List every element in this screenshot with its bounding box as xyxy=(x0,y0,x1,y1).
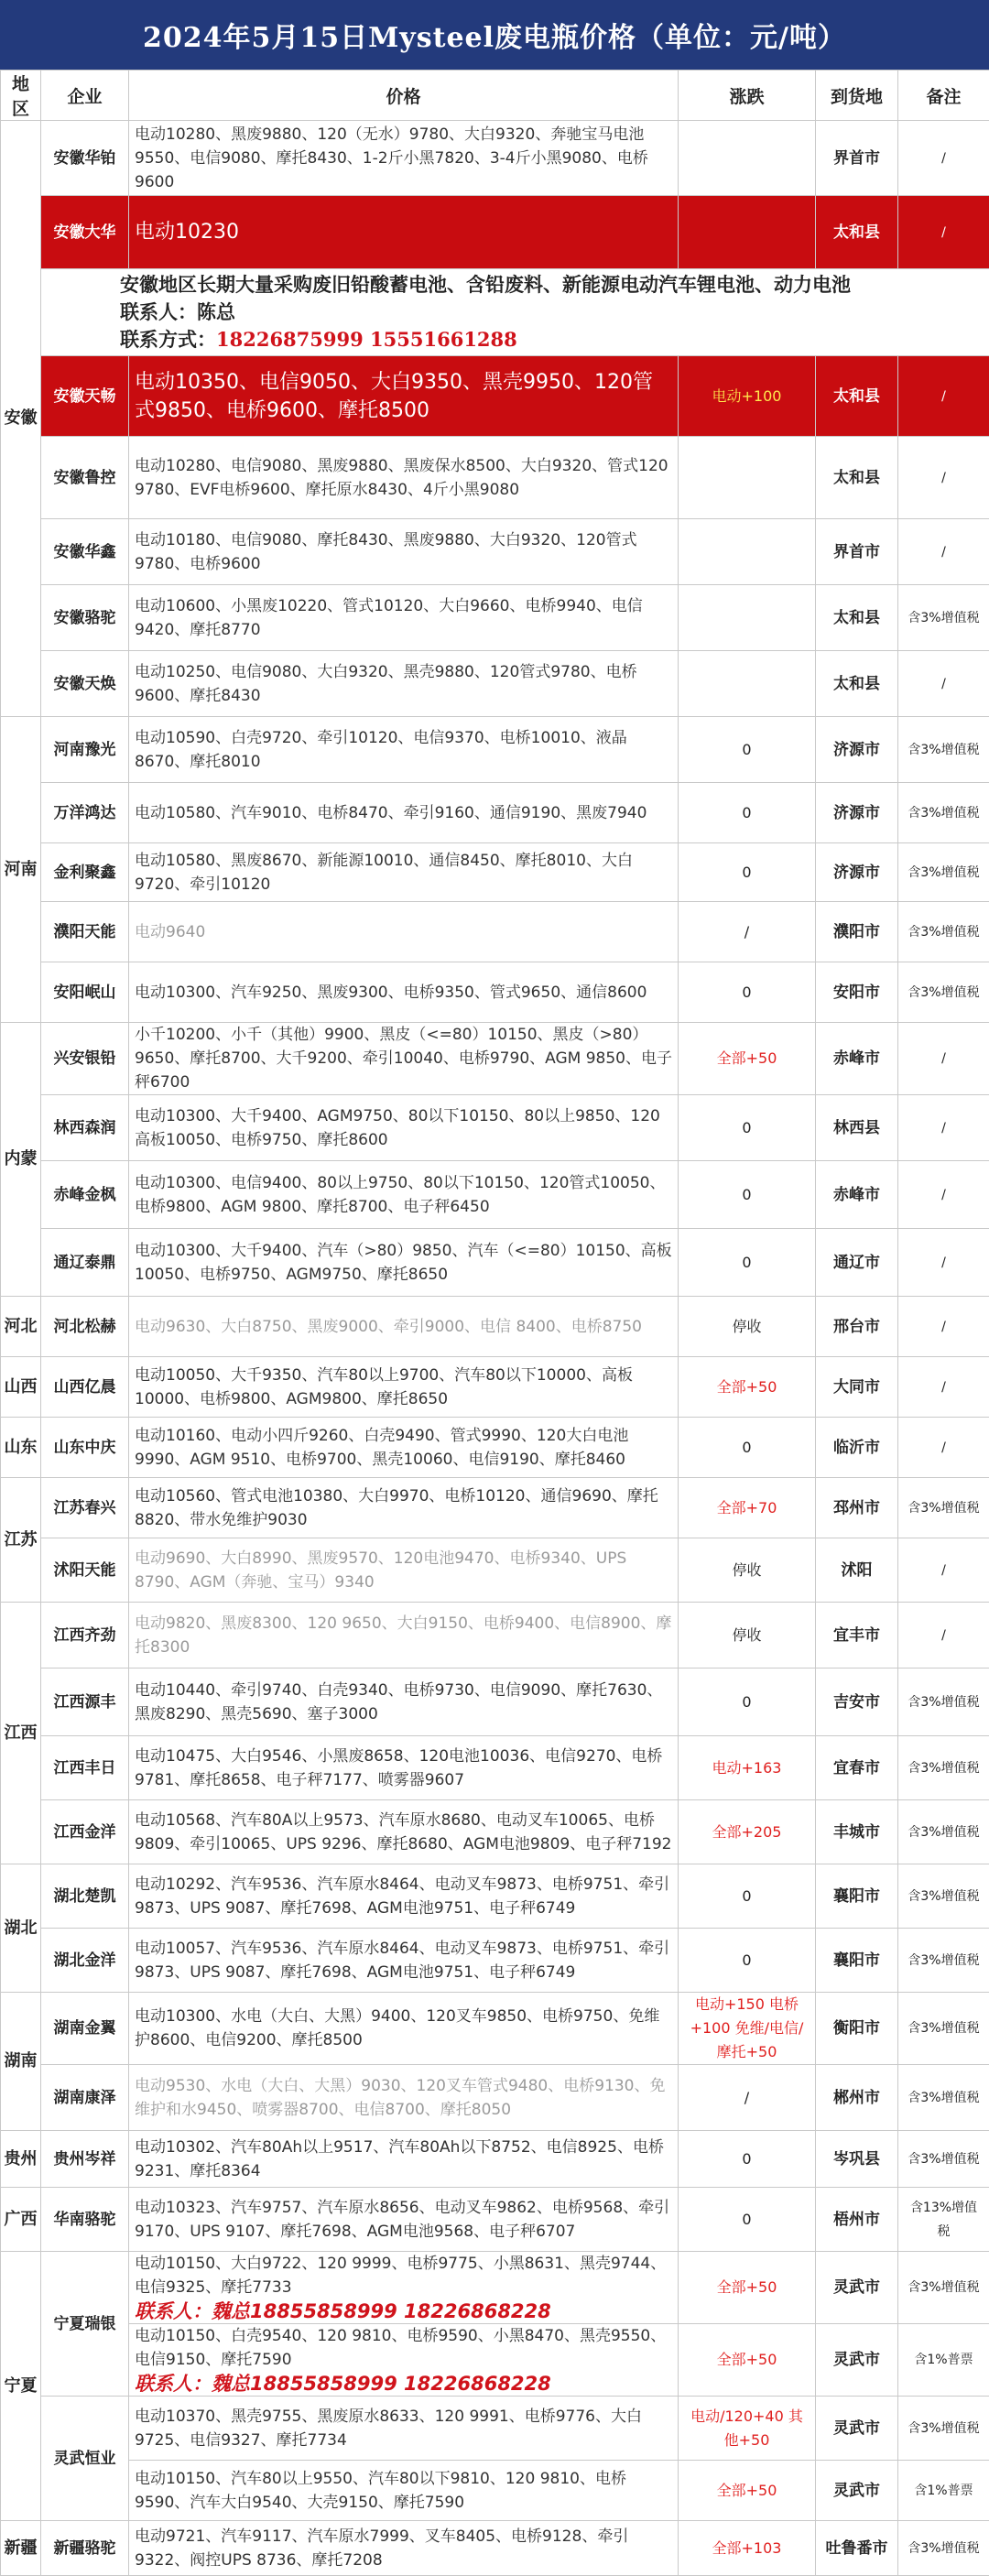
note: 含1%普票 xyxy=(898,2324,989,2397)
price-list xyxy=(129,2521,679,2576)
table-row xyxy=(1,2065,989,2131)
note: 含3%增值税 xyxy=(898,843,989,902)
ad-banner xyxy=(41,269,989,356)
region-cell: 内蒙 xyxy=(1,1023,41,1297)
company-name: 河北松赫 xyxy=(41,1297,129,1357)
destination: 通辽市 xyxy=(816,1229,898,1297)
company-name: 江苏春兴 xyxy=(41,1478,129,1538)
table-row xyxy=(1,2252,989,2324)
note: 含3%增值税 xyxy=(898,1668,989,1736)
destination: 沭阳 xyxy=(816,1538,898,1603)
price-change xyxy=(679,519,816,585)
company-name: 华南骆驼 xyxy=(41,2188,129,2252)
price-list xyxy=(129,1800,679,1864)
price-change: 停收 xyxy=(679,1538,816,1603)
price-change: 0 xyxy=(679,1668,816,1736)
price-text: 电动10350、电信9050、大白9350、黑壳9950、120管式9850、电桥9600、摩托8500 xyxy=(135,371,653,422)
price-text: 电动10300、水电（大白、大黑）9400、120叉车9850、电桥9750、免维护8600、电信9200、摩托8500 xyxy=(135,2007,659,2049)
price-change: 0 xyxy=(679,1229,816,1297)
price-change: 全部+50 xyxy=(679,2461,816,2521)
contact-line: 联系人：魏总18855858999 18226868228 xyxy=(135,2372,672,2396)
price-text: 电动10302、汽车80Ah以上9517、汽车80Ah以下8752、电信8925、电桥9231、摩托8364 xyxy=(135,2138,664,2180)
destination: 太和县 xyxy=(816,585,898,651)
ad-line-2: 联系人：陈总 xyxy=(47,299,984,326)
table-row xyxy=(1,843,989,902)
note: 含3%增值税 xyxy=(898,2252,989,2324)
company-name: 山西亿晨 xyxy=(41,1357,129,1418)
price-list xyxy=(129,1095,679,1161)
destination: 太和县 xyxy=(816,651,898,717)
note: 含3%增值税 xyxy=(898,962,989,1023)
price-change: 电动+150 电桥+100 免维/电信/摩托+50 xyxy=(679,1993,816,2065)
price-change: 0 xyxy=(679,1929,816,1993)
table-row xyxy=(1,356,989,437)
note: / xyxy=(898,519,989,585)
price-list xyxy=(129,843,679,902)
note: 含3%增值税 xyxy=(898,783,989,843)
note: / xyxy=(898,1023,989,1095)
destination: 邢台市 xyxy=(816,1297,898,1357)
note: / xyxy=(898,356,989,437)
price-text: 电动10300、电信9400、80以上9750、80以下10150、120管式10050、电桥9800、AGM 9800、摩托8700、电子秤6450 xyxy=(135,1174,665,1216)
table-row xyxy=(1,902,989,962)
price-list xyxy=(129,356,679,437)
note: / xyxy=(898,1297,989,1357)
price-change: 0 xyxy=(679,1418,816,1478)
region-cell: 江西 xyxy=(1,1603,41,1864)
company-name: 江西丰日 xyxy=(41,1736,129,1800)
price-change: 全部+50 xyxy=(679,1357,816,1418)
table-row xyxy=(1,1229,989,1297)
price-change: 全部+50 xyxy=(679,2324,816,2397)
company-name: 湖南金翼 xyxy=(41,1993,129,2065)
price-change: / xyxy=(679,2065,816,2131)
note: 含3%增值税 xyxy=(898,2065,989,2131)
price-change: 停收 xyxy=(679,1603,816,1668)
company-name: 宁夏瑞银 xyxy=(41,2252,129,2397)
price-text: 电动9530、水电（大白、大黑）9030、120叉车管式9480、电桥9130、免维护和水9450、喷雾器8700、电信8700、摩托8050 xyxy=(135,2077,666,2119)
note: / xyxy=(898,121,989,196)
ad-line-1: 安徽地区长期大量采购废旧铅酸蓄电池、含铅废料、新能源电动汽车锂电池、动力电池 xyxy=(47,271,984,299)
price-list xyxy=(129,2188,679,2252)
company-name: 山东中庆 xyxy=(41,1418,129,1478)
table-header-row xyxy=(1,71,989,121)
destination: 岑巩县 xyxy=(816,2131,898,2188)
price-text: 电动10150、大白9722、120 9999、电桥9775、小黑8631、黑壳9744、电信9325、摩托7733 xyxy=(135,2255,666,2297)
destination: 吐鲁番市 xyxy=(816,2521,898,2576)
table-row xyxy=(1,2461,989,2521)
price-text: 电动10160、电动小四斤9260、白壳9490、管式9990、120大白电池9990、AGM 9510、电桥9700、黑壳10060、电信9190、摩托8460 xyxy=(135,1427,628,1469)
price-text: 电动10600、小黑废10220、管式10120、大白9660、电桥9940、电信9420、摩托8770 xyxy=(135,597,643,639)
price-list xyxy=(129,585,679,651)
region-cell: 广西 xyxy=(1,2188,41,2252)
note: / xyxy=(898,1095,989,1161)
note: 含3%增值税 xyxy=(898,1478,989,1538)
price-change: / xyxy=(679,902,816,962)
table-row xyxy=(1,1603,989,1668)
destination: 濮阳市 xyxy=(816,902,898,962)
price-list xyxy=(129,1357,679,1418)
price-list xyxy=(129,2397,679,2461)
price-change: 0 xyxy=(679,843,816,902)
price-text: 电动10300、大千9400、汽车（>80）9850、汽车（<=80）10150、高板10050、电桥9750、AGM9750、摩托8650 xyxy=(135,1242,672,1284)
note: 含3%增值税 xyxy=(898,1800,989,1864)
company-name: 万洋鸿达 xyxy=(41,783,129,843)
destination: 灵武市 xyxy=(816,2461,898,2521)
price-text: 电动10580、汽车9010、电桥8470、牵引9160、通信9190、黑废7940 xyxy=(135,804,647,822)
region-cell: 新疆 xyxy=(1,2521,41,2576)
region-cell: 安徽 xyxy=(1,121,41,717)
destination: 丰城市 xyxy=(816,1800,898,1864)
price-list xyxy=(129,717,679,783)
price-list xyxy=(129,1993,679,2065)
region-cell: 贵州 xyxy=(1,2131,41,2188)
header-price: 价格 xyxy=(129,71,679,121)
region-cell: 湖北 xyxy=(1,1864,41,1993)
destination: 吉安市 xyxy=(816,1668,898,1736)
price-list xyxy=(129,1418,679,1478)
price-text: 电动9820、黑废8300、120 9650、大白9150、电桥9400、电信8900、摩托8300 xyxy=(135,1614,671,1657)
note: / xyxy=(898,196,989,269)
price-list xyxy=(129,196,679,269)
note: / xyxy=(898,1229,989,1297)
price-list xyxy=(129,1736,679,1800)
price-list xyxy=(129,1929,679,1993)
price-text: 电动10300、大千9400、AGM9750、80以下10150、80以上9850、120高板10050、电桥9750、摩托8600 xyxy=(135,1107,660,1149)
table-row xyxy=(1,1929,989,1993)
price-text: 电动9721、汽车9117、汽车原水7999、叉车8405、电桥9128、牵引9322、阀控UPS 8736、摩托7208 xyxy=(135,2527,628,2570)
company-name: 贵州岑祥 xyxy=(41,2131,129,2188)
table-row xyxy=(1,196,989,269)
price-change: 0 xyxy=(679,783,816,843)
price-change: 0 xyxy=(679,1095,816,1161)
price-list xyxy=(129,1161,679,1229)
price-change: 全部+50 xyxy=(679,2252,816,2324)
ad-line-3 xyxy=(47,326,984,353)
destination: 界首市 xyxy=(816,519,898,585)
company-name: 江西源丰 xyxy=(41,1668,129,1736)
table-row xyxy=(1,2397,989,2461)
price-text: 电动10580、黑废8670、新能源10010、通信8450、摩托8010、大白9720、牵引10120 xyxy=(135,852,633,894)
company-name: 赤峰金枫 xyxy=(41,1161,129,1229)
note: / xyxy=(898,1418,989,1478)
destination: 济源市 xyxy=(816,843,898,902)
destination: 林西县 xyxy=(816,1095,898,1161)
destination: 界首市 xyxy=(816,121,898,196)
note: / xyxy=(898,1161,989,1229)
note: / xyxy=(898,1538,989,1603)
table-row xyxy=(1,651,989,717)
price-change: 电动+100 xyxy=(679,356,816,437)
note: / xyxy=(898,1357,989,1418)
table-row xyxy=(1,1993,989,2065)
price-list xyxy=(129,651,679,717)
destination: 襄阳市 xyxy=(816,1929,898,1993)
price-change: 全部+70 xyxy=(679,1478,816,1538)
price-list xyxy=(129,1478,679,1538)
price-list xyxy=(129,962,679,1023)
table-row xyxy=(1,2188,989,2252)
note: 含3%增值税 xyxy=(898,1929,989,1993)
table-row xyxy=(1,1418,989,1478)
table-row xyxy=(1,585,989,651)
table-row xyxy=(1,1864,989,1929)
destination: 衡阳市 xyxy=(816,1993,898,2065)
table-row xyxy=(1,1478,989,1538)
note: 含3%增值税 xyxy=(898,1736,989,1800)
price-text: 电动9690、大白8990、黑废9570、120电池9470、电桥9340、UPS 8790、AGM（奔驰、宝马）9340 xyxy=(135,1549,626,1592)
destination: 宜春市 xyxy=(816,1736,898,1800)
company-name: 灵武恒业 xyxy=(41,2397,129,2521)
company-name: 新疆骆驼 xyxy=(41,2521,129,2576)
destination: 临沂市 xyxy=(816,1418,898,1478)
table-row xyxy=(1,1095,989,1161)
price-change xyxy=(679,437,816,519)
table-row xyxy=(1,121,989,196)
price-change xyxy=(679,121,816,196)
price-text: 小千10200、小千（其他）9900、黑皮（<=80）10150、黑皮（>80）9650、摩托8700、大千9200、牵引10040、电桥9790、AGM 9850、电子秤6700 xyxy=(135,1026,672,1092)
price-text: 电动10560、管式电池10380、大白9970、电桥10120、通信9690、摩托8820、带水免维护9030 xyxy=(135,1487,658,1529)
price-list xyxy=(129,1297,679,1357)
price-list xyxy=(129,783,679,843)
destination: 太和县 xyxy=(816,356,898,437)
price-list xyxy=(129,902,679,962)
company-name: 安徽鲁控 xyxy=(41,437,129,519)
note: / xyxy=(898,437,989,519)
company-name: 沭阳天能 xyxy=(41,1538,129,1603)
company-name: 濮阳天能 xyxy=(41,902,129,962)
region-cell: 河南 xyxy=(1,717,41,1023)
price-list xyxy=(129,1668,679,1736)
note: 含3%增值税 xyxy=(898,902,989,962)
company-name: 安阳岷山 xyxy=(41,962,129,1023)
table-row xyxy=(1,437,989,519)
note: 含3%增值税 xyxy=(898,717,989,783)
note: 含3%增值税 xyxy=(898,585,989,651)
price-change: 停收 xyxy=(679,1297,816,1357)
price-change xyxy=(679,651,816,717)
price-text: 电动10057、汽车9536、汽车原水8464、电动叉车9873、电桥9751、牵引9873、UPS 9087、摩托7698、AGM电池9751、电子秤6749 xyxy=(135,1940,669,1982)
table-row xyxy=(1,1297,989,1357)
destination: 邳州市 xyxy=(816,1478,898,1538)
ad-row xyxy=(1,269,989,356)
price-change: 电动/120+40 其他+50 xyxy=(679,2397,816,2461)
destination: 赤峰市 xyxy=(816,1161,898,1229)
company-name: 兴安银铅 xyxy=(41,1023,129,1095)
price-list xyxy=(129,2461,679,2521)
price-text: 电动10180、电信9080、摩托8430、黑废9880、大白9320、120管式9780、电桥9600 xyxy=(135,531,637,573)
price-change: 0 xyxy=(679,717,816,783)
contact-line: 联系人：魏总18855858999 18226868228 xyxy=(135,2299,672,2323)
destination: 济源市 xyxy=(816,717,898,783)
price-text: 电动10475、大白9546、小黑废8658、120电池10036、电信9270、电桥9781、摩托8658、电子秤7177、喷雾器9607 xyxy=(135,1747,662,1789)
company-name: 湖北金洋 xyxy=(41,1929,129,1993)
table-row xyxy=(1,1736,989,1800)
ad-contact-label: 联系方式： xyxy=(120,328,216,351)
region-cell: 江苏 xyxy=(1,1478,41,1603)
price-change xyxy=(679,585,816,651)
table-row xyxy=(1,2131,989,2188)
price-text: 电动9630、大白8750、黑废9000、牵引9000、电信 8400、电桥8750 xyxy=(135,1318,642,1336)
table-row xyxy=(1,717,989,783)
destination: 灵武市 xyxy=(816,2397,898,2461)
destination: 襄阳市 xyxy=(816,1864,898,1929)
note: 含1%普票 xyxy=(898,2461,989,2521)
price-change: 0 xyxy=(679,2188,816,2252)
note: 含3%增值税 xyxy=(898,1993,989,2065)
price-text: 电动10300、汽车9250、黑废9300、电桥9350、管式9650、通信8600 xyxy=(135,984,647,1002)
price-list xyxy=(129,2252,679,2324)
price-text: 电动10440、牵引9740、白壳9340、电桥9730、电信9090、摩托7630、黑废8290、黑壳5690、塞子3000 xyxy=(135,1681,662,1723)
price-change: 全部+50 xyxy=(679,1023,816,1095)
region-cell: 山东 xyxy=(1,1418,41,1478)
price-change: 0 xyxy=(679,1161,816,1229)
header-region: 地区 xyxy=(1,71,41,121)
destination: 郴州市 xyxy=(816,2065,898,2131)
note: 含3%增值税 xyxy=(898,1864,989,1929)
table-row xyxy=(1,1023,989,1095)
destination: 济源市 xyxy=(816,783,898,843)
header-company: 企业 xyxy=(41,71,129,121)
price-text: 电动10280、电信9080、黑废9880、黑废保水8500、大白9320、管式120 9780、EVF电桥9600、摩托原水8430、4斤小黑9080 xyxy=(135,457,668,499)
destination: 灵武市 xyxy=(816,2324,898,2397)
price-text: 电动10230 xyxy=(135,221,239,244)
table-row xyxy=(1,1357,989,1418)
price-change: 全部+205 xyxy=(679,1800,816,1864)
destination: 宜丰市 xyxy=(816,1603,898,1668)
company-name: 安徽华铂 xyxy=(41,121,129,196)
price-text: 电动10292、汽车9536、汽车原水8464、电动叉车9873、电桥9751、牵引9873、UPS 9087、摩托7698、AGM电池9751、电子秤6749 xyxy=(135,1875,669,1918)
price-list xyxy=(129,2324,679,2397)
price-list xyxy=(129,2065,679,2131)
price-text: 电动10150、白壳9540、120 9810、电桥9590、小黑8470、黑壳9550、电信9150、摩托7590 xyxy=(135,2327,666,2369)
price-text: 电动10370、黑壳9755、黑废原水8633、120 9991、电桥9776、大白9725、电信9327、摩托7734 xyxy=(135,2408,642,2450)
price-list xyxy=(129,437,679,519)
price-text: 电动10590、白壳9720、牵引10120、电信9370、电桥10010、液晶8670、摩托8010 xyxy=(135,729,627,771)
price-text: 电动10050、大千9350、汽车80以上9700、汽车80以下10000、高板10000、电桥9800、AGM9800、摩托8650 xyxy=(135,1366,633,1408)
price-change: 0 xyxy=(679,1864,816,1929)
price-list xyxy=(129,1023,679,1095)
company-name: 河南豫光 xyxy=(41,717,129,783)
destination: 灵武市 xyxy=(816,2252,898,2324)
price-change: 全部+103 xyxy=(679,2521,816,2576)
destination: 安阳市 xyxy=(816,962,898,1023)
region-cell: 宁夏 xyxy=(1,2252,41,2521)
table-row xyxy=(1,1800,989,1864)
price-list xyxy=(129,519,679,585)
price-text: 电动10323、汽车9757、汽车原水8656、电动叉车9862、电桥9568、牵引9170、UPS 9107、摩托7698、AGM电池9568、电子秤6707 xyxy=(135,2199,669,2241)
table-row xyxy=(1,1161,989,1229)
note: 含3%增值税 xyxy=(898,2521,989,2576)
company-name: 湖北楚凯 xyxy=(41,1864,129,1929)
region-cell: 湖南 xyxy=(1,1993,41,2131)
price-text: 电动9640 xyxy=(135,923,205,941)
note: / xyxy=(898,651,989,717)
note: 含3%增值税 xyxy=(898,2397,989,2461)
price-change: 0 xyxy=(679,962,816,1023)
header-destination: 到货地 xyxy=(816,71,898,121)
company-name: 安徽华鑫 xyxy=(41,519,129,585)
price-change xyxy=(679,196,816,269)
table-row xyxy=(1,783,989,843)
ad-phones: 18226875999 15551661288 xyxy=(216,328,517,351)
company-name: 安徽天畅 xyxy=(41,356,129,437)
price-text: 电动10250、电信9080、大白9320、黑壳9880、120管式9780、电桥9600、摩托8430 xyxy=(135,663,637,705)
destination: 梧州市 xyxy=(816,2188,898,2252)
company-name: 金利聚鑫 xyxy=(41,843,129,902)
price-list xyxy=(129,2131,679,2188)
destination: 太和县 xyxy=(816,196,898,269)
destination: 太和县 xyxy=(816,437,898,519)
table-row xyxy=(1,519,989,585)
price-change: 0 xyxy=(679,2131,816,2188)
price-list xyxy=(129,1538,679,1603)
destination: 赤峰市 xyxy=(816,1023,898,1095)
price-text: 电动10150、汽车80以上9550、汽车80以下9810、120 9810、电桥9590、汽车大白9540、大壳9150、摩托7590 xyxy=(135,2470,626,2512)
price-text: 电动10568、汽车80A以上9573、汽车原水8680、电动叉车10065、电桥9809、牵引10065、UPS 9296、摩托8680、AGM电池9809、电子秤7192 xyxy=(135,1811,671,1853)
company-name: 通辽泰鼎 xyxy=(41,1229,129,1297)
note: / xyxy=(898,1603,989,1668)
company-name: 林西森润 xyxy=(41,1095,129,1161)
company-name: 江西齐劲 xyxy=(41,1603,129,1668)
price-list xyxy=(129,1603,679,1668)
price-text: 电动10280、黑废9880、120（无水）9780、大白9320、奔驰宝马电池9550、电信9080、摩托8430、1-2斤小黑7820、3-4斤小黑9080、电桥9600 xyxy=(135,125,648,191)
company-name: 江西金洋 xyxy=(41,1800,129,1864)
price-change: 电动+163 xyxy=(679,1736,816,1800)
table-row xyxy=(1,1538,989,1603)
price-list xyxy=(129,1229,679,1297)
table-row xyxy=(1,1668,989,1736)
note: 含3%增值税 xyxy=(898,2131,989,2188)
price-table xyxy=(0,70,989,2576)
table-row xyxy=(1,2521,989,2576)
price-list xyxy=(129,121,679,196)
destination: 大同市 xyxy=(816,1357,898,1418)
company-name: 安徽骆驼 xyxy=(41,585,129,651)
price-list xyxy=(129,1864,679,1929)
company-name: 安徽大华 xyxy=(41,196,129,269)
header-change: 涨跌 xyxy=(679,71,816,121)
note: 含13%增值税 xyxy=(898,2188,989,2252)
company-name: 安徽天焕 xyxy=(41,651,129,717)
region-cell: 河北 xyxy=(1,1297,41,1357)
region-cell: 山西 xyxy=(1,1357,41,1418)
company-name: 湖南康泽 xyxy=(41,2065,129,2131)
table-row xyxy=(1,2324,989,2397)
header-note: 备注 xyxy=(898,71,989,121)
table-row xyxy=(1,962,989,1023)
page-title: 2024年5月15日Mysteel废电瓶价格（单位：元/吨） xyxy=(0,0,989,70)
